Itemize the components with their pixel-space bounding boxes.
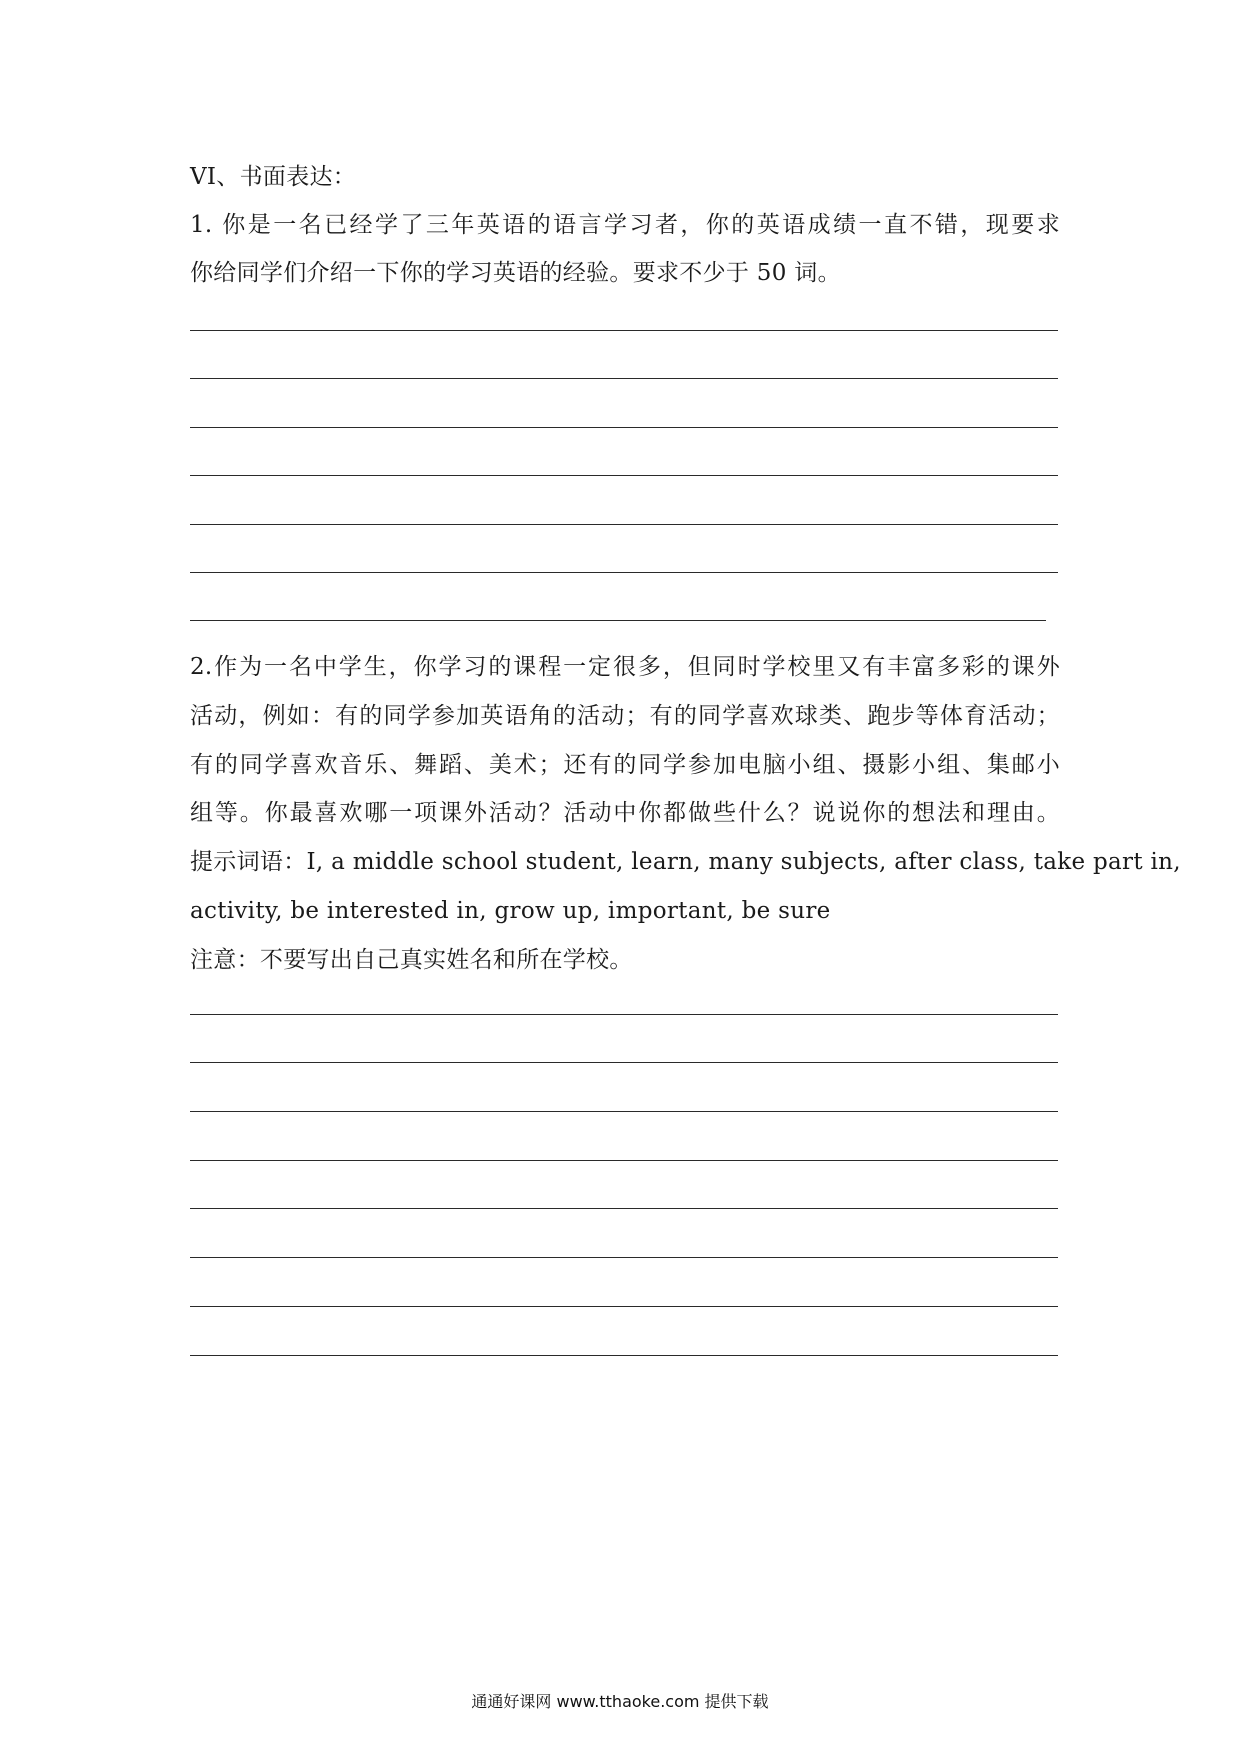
- q1-answer-line[interactable]: [190, 378, 1058, 379]
- q1-answer-line[interactable]: [190, 620, 1046, 621]
- q1-answer-line[interactable]: [190, 475, 1058, 476]
- section-heading: VI、书面表达：: [190, 164, 357, 190]
- question2-note: 注意：不要写出自己真实姓名和所在学校。: [190, 947, 633, 973]
- question2-hint-words-cont: activity, be interested in, grow up, important, be sure: [190, 898, 831, 924]
- question2-line-4: 组等。你最喜欢哪一项课外活动？活动中你都做些什么？说说你的想法和理由。: [190, 800, 1060, 826]
- q1-answer-line[interactable]: [190, 330, 1058, 331]
- q1-answer-line[interactable]: [190, 524, 1058, 525]
- question1-line-1: 1. 你是一名已经学了三年英语的语言学习者，你的英语成绩一直不错，现要求: [190, 212, 1060, 238]
- q2-answer-line[interactable]: [190, 1062, 1058, 1063]
- question1-line-2: 你给同学们介绍一下你的学习英语的经验。要求不少于 50 词。: [190, 260, 841, 286]
- q1-answer-line[interactable]: [190, 572, 1058, 573]
- q2-answer-line[interactable]: [190, 1111, 1058, 1112]
- question2-line-2: 活动，例如：有的同学参加英语角的活动；有的同学喜欢球类、跑步等体育活动；: [190, 703, 1060, 729]
- q2-answer-line[interactable]: [190, 1306, 1058, 1307]
- q2-answer-line[interactable]: [190, 1257, 1058, 1258]
- q2-answer-line[interactable]: [190, 1208, 1058, 1209]
- question2-line-1: 2.作为一名中学生，你学习的课程一定很多，但同时学校里又有丰富多彩的课外: [190, 654, 1060, 680]
- q2-answer-line[interactable]: [190, 1014, 1058, 1015]
- footer-source: 通通好课网 www.tthaoke.com 提供下载: [471, 1692, 769, 1711]
- q2-answer-line[interactable]: [190, 1355, 1058, 1356]
- q1-answer-line[interactable]: [190, 427, 1058, 428]
- question2-line-3: 有的同学喜欢音乐、舞蹈、美术；还有的同学参加电脑小组、摄影小组、集邮小: [190, 752, 1060, 778]
- q2-answer-line[interactable]: [190, 1160, 1058, 1161]
- question2-hint-words: 提示词语：I, a middle school student, learn, many subjects, after class, take part in,: [190, 849, 1181, 875]
